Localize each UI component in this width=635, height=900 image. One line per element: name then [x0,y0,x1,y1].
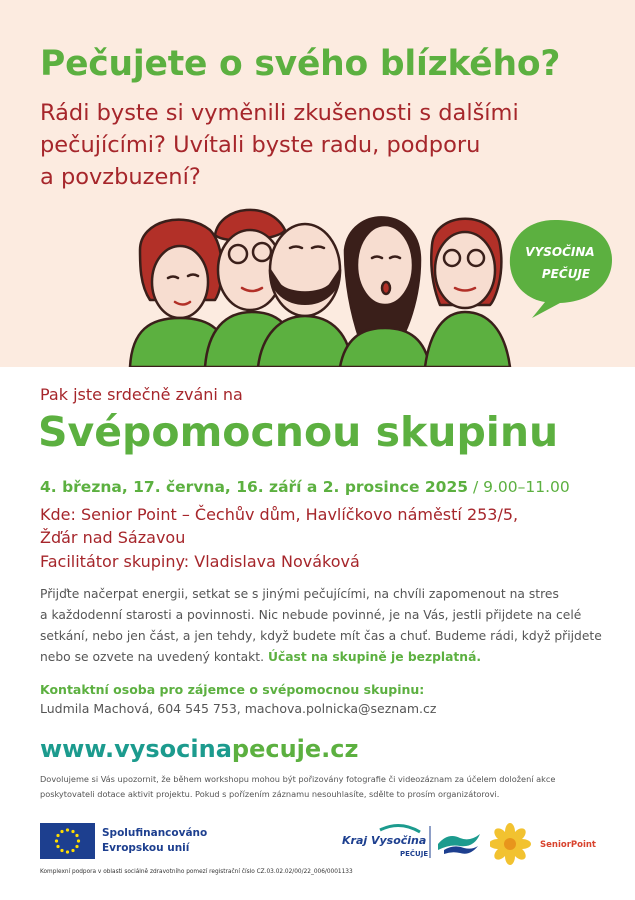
body-line-last [40,647,600,668]
header-banner [0,0,635,367]
website-link[interactable] [40,735,359,763]
facilitator: Facilitátor skupiny: Vladislava Nováková [40,552,360,571]
website-part2: pecuje.cz [231,735,359,763]
eu-line: Spolufinancováno [102,827,208,839]
headline: Pečujete o svého blízkého? [40,44,561,84]
eu-flag-icon [40,823,95,859]
bubble-text-line2: PEČUJE [541,267,591,281]
event-title: Svépomocnou skupinu [38,408,559,456]
subheadline [40,97,600,193]
body-text [40,584,600,668]
body-line: a každodenní starosti a povinnosti. Nic nebude povinné, je na Vás, jestli přijdete na celé [40,608,582,622]
caregivers-illustration [0,190,635,367]
date-separator: / [472,478,479,496]
subheadline-line: pečujícími? Uvítali byste radu, podporu [40,132,481,158]
kraj-name: Kraj Vysočina [342,834,427,847]
eu-line: Evropskou unií [102,842,190,854]
event-dates [40,478,570,496]
senior-point-name: SeniorPoint [540,840,596,850]
location-line: Kde: Senior Point – Čechův dům, Havlíčkovo náměstí 253/5, [40,505,519,524]
notice-line: poskytovateli dotace aktivit projektu. Pokud s pořízením záznamu nesouhlasíte, sdělte to prosím organizátorovi. [40,789,500,799]
subheadline-line: Rádi byste si vyměnili zkušenosti s dalšími [40,100,519,126]
event-days: 4. března, 17. června, 16. září a 2. prosince 2025 [40,478,469,496]
person-older-woman-illustration [425,219,510,367]
eu-cofunding-label [102,826,207,856]
body-line: setkání, nebo jen část, a jen tehdy, když budete mít čas a chuť. Budeme rádi, když přijdete [40,629,602,643]
event-time: 9.00–11.00 [483,478,570,496]
senior-point-logo [490,822,605,867]
event-location [40,503,600,549]
location-line: Žďár nad Sázavou [40,528,186,547]
body-line: Přijďte načerpat energii, setkat se s jinými pečujícími, na chvíli zapomenout na stres [40,587,559,601]
kraj-vysocina-logo [340,822,485,862]
person-woman-dark-hair-illustration [340,217,430,367]
free-participation-note: Účast na skupině je bezplatná. [267,650,482,664]
subheadline-line: a povzbuzení? [40,164,201,190]
flower-icon [490,823,531,865]
recording-notice [40,772,600,802]
invite-text: Pak jste srdečně zváni na [40,385,243,404]
registration-footnote: Komplexní podpora v oblasti sociálně zdravotního pomezí registrační číslo CZ.03.02.02/00/22_006/0001133 [40,869,353,875]
notice-line: Dovolujeme si Vás upozornit, že během workshopu mohou být pořizovány fotografie či videozáznam za účelem doložení akce [40,774,556,784]
contact-details[interactable]: Ludmila Machová, 604 545 753, machova.polnicka@seznam.cz [40,701,437,716]
body-line: nebo se ozvete na uvedený kontakt. [40,650,265,664]
kraj-sub: PEČUJE [400,850,429,858]
website-part1: www.vysocina [40,735,232,763]
bubble-text-line1: VYSOČINA [525,245,595,259]
contact-heading: Kontaktní osoba pro zájemce o svépomocnou skupinu: [40,682,425,697]
speech-bubble-icon [510,220,612,318]
